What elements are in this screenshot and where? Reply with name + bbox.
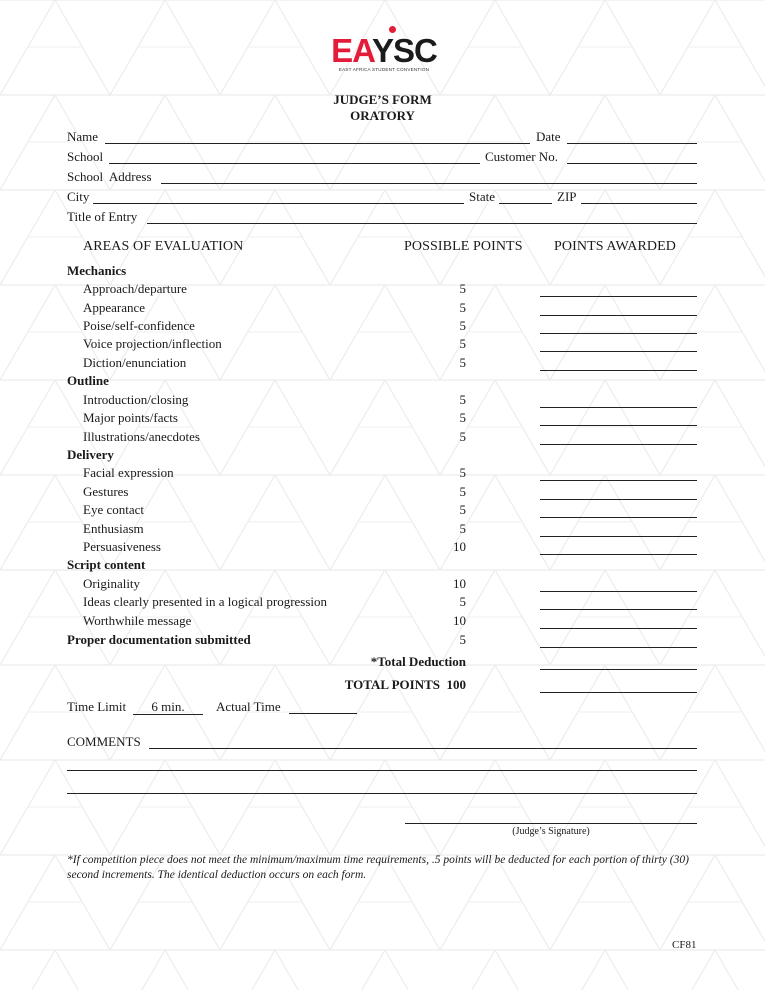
awarded-field[interactable]	[540, 296, 697, 297]
awarded-field[interactable]	[540, 315, 697, 316]
comments-line[interactable]	[67, 793, 697, 794]
awarded-field[interactable]	[540, 628, 697, 629]
logo-subtitle: EAST AFRICA STUDENT CONVENTION	[338, 67, 430, 72]
criterion-label: Introduction/closing	[83, 392, 189, 407]
criterion-label: Ideas clearly presented in a logical progression	[83, 594, 328, 609]
comments-label: COMMENTS	[67, 734, 141, 749]
school-address-label: School Address	[67, 169, 152, 184]
criterion-label: Voice projection/inflection	[83, 336, 222, 351]
criterion-points: 10	[453, 539, 466, 554]
awarded-field[interactable]	[540, 554, 697, 555]
school-field[interactable]	[109, 163, 480, 164]
section-heading: Outline	[67, 373, 109, 388]
criterion-label: Facial expression	[83, 465, 174, 480]
total-points-label: TOTAL POINTS 100	[344, 677, 466, 692]
criterion-points: 5	[459, 336, 466, 351]
date-field[interactable]	[567, 143, 697, 144]
criterion-points: 10	[453, 613, 466, 628]
eaysc-logo	[330, 26, 438, 76]
state-field[interactable]	[499, 203, 552, 204]
awarded-field[interactable]	[540, 351, 697, 352]
name-label: Name	[67, 129, 99, 144]
points-awarded-header: POINTS AWARDED	[554, 239, 677, 254]
actual-time-label: Actual Time	[216, 699, 281, 714]
awarded-field[interactable]	[540, 591, 697, 592]
city-label: City	[67, 189, 90, 204]
name-field[interactable]	[105, 143, 530, 144]
documentation-label: Proper documentation submitted	[67, 632, 251, 647]
awarded-field[interactable]	[540, 425, 697, 426]
time-limit-label: Time Limit	[67, 699, 127, 714]
form-code: CF81	[672, 939, 697, 951]
criterion-points: 5	[459, 502, 466, 517]
criterion-points: 5	[459, 484, 466, 499]
criterion-points: 10	[453, 576, 466, 591]
criterion-label: Persuasiveness	[83, 539, 161, 554]
criterion-label: Approach/departure	[83, 281, 187, 296]
judge-signature-label: (Judge’s Signature)	[512, 826, 590, 837]
time-limit-value: 6 min.	[133, 700, 203, 715]
criterion-label: Diction/enunciation	[83, 355, 187, 370]
criterion-label: Enthusiasm	[83, 521, 144, 536]
title-of-entry-label: Title of Entry	[67, 209, 138, 224]
documentation-points: 5	[459, 632, 466, 647]
title-of-entry-field[interactable]	[147, 223, 697, 224]
state-label: State	[469, 189, 495, 204]
actual-time-field[interactable]	[289, 713, 357, 714]
city-field[interactable]	[93, 203, 464, 204]
zip-field[interactable]	[581, 203, 697, 204]
awarded-field[interactable]	[540, 499, 697, 500]
criterion-label: Worthwhile message	[83, 613, 192, 628]
awarded-field[interactable]	[540, 444, 697, 445]
criterion-points: 5	[459, 318, 466, 333]
total-deduction-field[interactable]	[540, 669, 697, 670]
criterion-label: Appearance	[83, 300, 146, 315]
possible-points-header: POSSIBLE POINTS	[404, 239, 523, 254]
customer-no-label: Customer No.	[485, 149, 558, 164]
total-deduction-label: *Total Deduction	[370, 654, 466, 669]
awarded-field[interactable]	[540, 609, 697, 610]
criterion-points: 5	[459, 465, 466, 480]
criterion-label: Gestures	[83, 484, 129, 499]
criterion-label: Major points/facts	[83, 410, 178, 425]
awarded-field[interactable]	[540, 370, 697, 371]
comments-line[interactable]	[149, 748, 697, 749]
criterion-points: 5	[459, 300, 466, 315]
criterion-points: 5	[459, 521, 466, 536]
form-title: JUDGE’S FORM	[333, 92, 432, 107]
awarded-field[interactable]	[540, 333, 697, 334]
form-subtitle: ORATORY	[350, 108, 415, 123]
criterion-points: 5	[459, 410, 466, 425]
criterion-label: Originality	[83, 576, 141, 591]
documentation-awarded-field[interactable]	[540, 647, 697, 648]
criterion-points: 5	[459, 429, 466, 444]
awarded-field[interactable]	[540, 536, 697, 537]
judge-signature-field[interactable]	[405, 823, 697, 824]
criterion-label: Eye contact	[83, 502, 144, 517]
school-address-field[interactable]	[161, 183, 697, 184]
criterion-label: Illustrations/anecdotes	[83, 429, 200, 444]
criterion-points: 5	[459, 355, 466, 370]
school-label: School	[67, 149, 104, 164]
awarded-field[interactable]	[540, 517, 697, 518]
awarded-field[interactable]	[540, 407, 697, 408]
date-label: Date	[536, 129, 561, 144]
total-points-field[interactable]	[540, 692, 697, 693]
zip-label: ZIP	[557, 189, 577, 204]
criterion-points: 5	[459, 392, 466, 407]
awarded-field[interactable]	[540, 480, 697, 481]
customer-no-field[interactable]	[567, 163, 697, 164]
logo-wordmark: EAYSC	[331, 32, 437, 69]
section-heading: Delivery	[67, 447, 114, 462]
section-heading: Mechanics	[67, 263, 127, 278]
section-heading: Script content	[67, 557, 146, 572]
areas-header: AREAS OF EVALUATION	[83, 239, 244, 254]
criterion-points: 5	[459, 594, 466, 609]
footnote: *If competition piece does not meet the minimum/maximum time requirements, .5 points will be deducted for each portion of thirty (30) second increments. The identical deduction occurs on each form.	[67, 854, 689, 881]
criterion-label: Poise/self-confidence	[83, 318, 195, 333]
total-points-value: 100	[446, 677, 466, 692]
criterion-points: 5	[459, 281, 466, 296]
comments-line[interactable]	[67, 770, 697, 771]
